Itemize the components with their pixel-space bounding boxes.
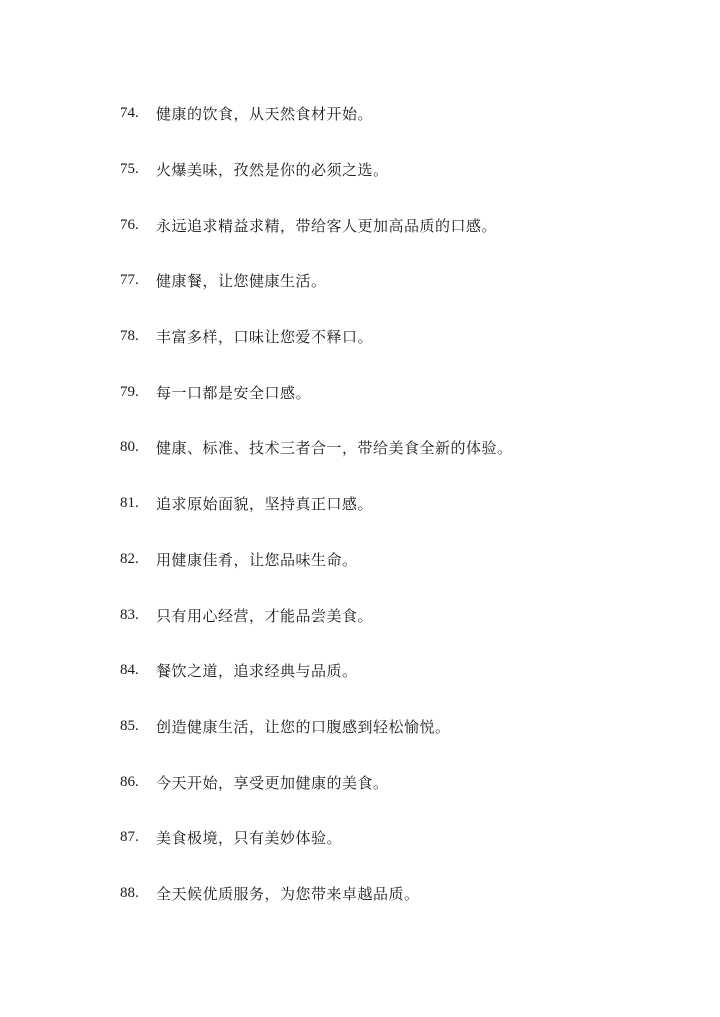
item-number: 79. (120, 383, 139, 400)
slogan-list (120, 86, 680, 921)
item-text: 创造健康生活，让您的口腹感到轻松愉悦。 (156, 717, 451, 736)
item-text: 追求原始面貌，坚持真正口感。 (156, 495, 374, 514)
list-item (120, 86, 680, 142)
item-number: 74. (120, 105, 139, 122)
item-number: 81. (120, 495, 139, 512)
list-item (120, 699, 680, 755)
item-number: 75. (120, 161, 139, 178)
list-item (120, 810, 680, 866)
item-text: 永远追求精益求精，带给客人更加高品质的口感。 (156, 216, 498, 235)
item-number: 76. (120, 216, 139, 233)
item-number: 84. (120, 662, 139, 679)
list-item (120, 309, 680, 365)
item-text: 只有用心经营，才能品尝美食。 (156, 606, 374, 625)
item-text: 火爆美味，孜然是你的必须之选。 (156, 161, 389, 180)
list-item (120, 197, 680, 253)
list-item (120, 476, 680, 532)
list-item (120, 754, 680, 810)
item-text: 丰富多样，口味让您爱不释口。 (156, 328, 374, 347)
item-text: 健康、标准、技术三者合一，带给美食全新的体验。 (156, 439, 513, 458)
list-item (120, 587, 680, 643)
list-item (120, 420, 680, 476)
list-item (120, 532, 680, 588)
item-number: 82. (120, 550, 139, 567)
item-number: 87. (120, 829, 139, 846)
item-text: 餐饮之道，追求经典与品质。 (156, 662, 358, 681)
item-number: 83. (120, 606, 139, 623)
item-text: 每一口都是安全口感。 (156, 383, 312, 402)
list-item (120, 253, 680, 309)
item-number: 85. (120, 717, 139, 734)
item-number: 78. (120, 328, 139, 345)
item-text: 用健康佳肴，让您品味生命。 (156, 550, 358, 569)
item-text: 健康餐，让您健康生活。 (156, 272, 327, 291)
item-number: 80. (120, 439, 139, 456)
list-item (120, 866, 680, 922)
item-text: 全天候优质服务，为您带来卓越品质。 (156, 884, 420, 903)
list-item (120, 364, 680, 420)
list-item (120, 142, 680, 198)
item-text: 今天开始，享受更加健康的美食。 (156, 773, 389, 792)
item-number: 88. (120, 884, 139, 901)
list-item (120, 643, 680, 699)
item-number: 86. (120, 773, 139, 790)
item-text: 美食极境，只有美妙体验。 (156, 829, 343, 848)
item-number: 77. (120, 272, 139, 289)
item-text: 健康的饮食，从天然食材开始。 (156, 105, 374, 124)
